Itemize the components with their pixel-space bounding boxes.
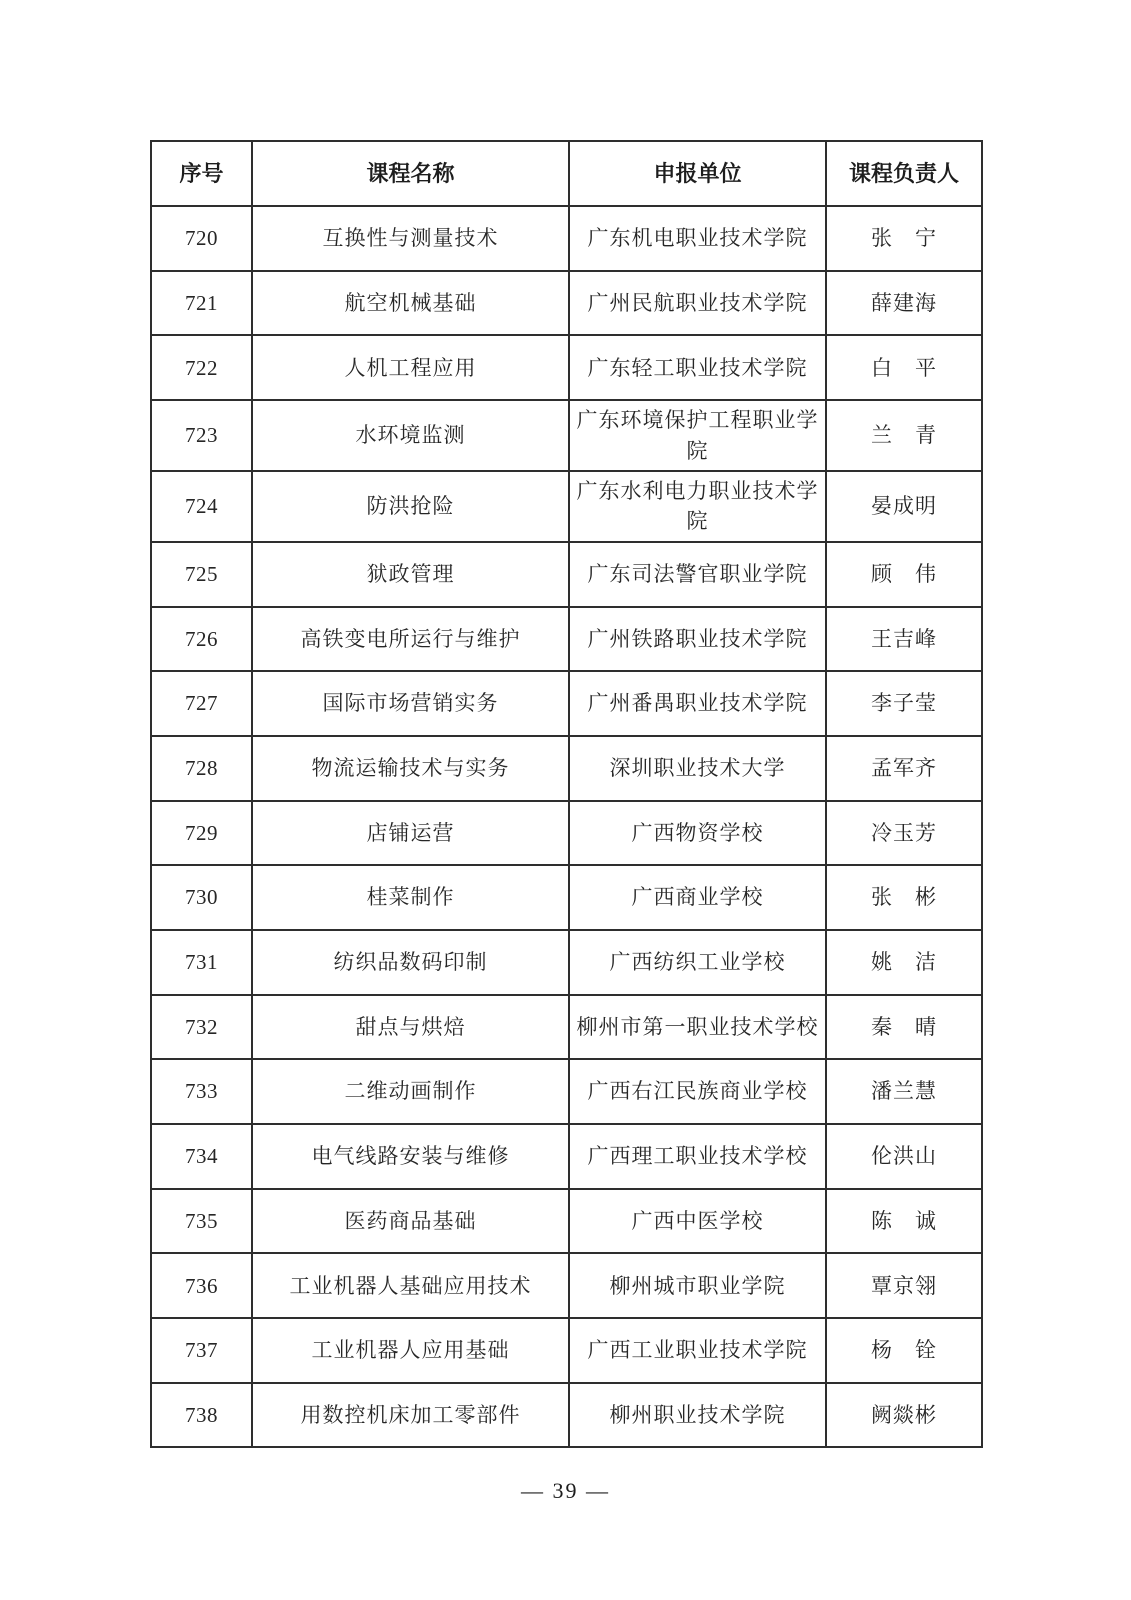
table-row xyxy=(151,930,982,995)
serial-number-cell: 724 xyxy=(151,471,252,542)
serial-number-cell: 738 xyxy=(151,1383,252,1448)
table-row xyxy=(151,1383,982,1448)
applicant-unit-cell: 广西工业职业技术学院 xyxy=(569,1318,826,1383)
table-row xyxy=(151,335,982,400)
table-row xyxy=(151,1189,982,1254)
course-name-cell: 物流运输技术与实务 xyxy=(252,736,569,801)
applicant-unit-cell: 广东水利电力职业技术学院 xyxy=(569,471,826,542)
serial-number-cell: 731 xyxy=(151,930,252,995)
applicant-unit-cell: 广东轻工职业技术学院 xyxy=(569,335,826,400)
course-name-cell: 国际市场营销实务 xyxy=(252,671,569,736)
course-leader-cell: 王吉峰 xyxy=(826,607,982,672)
course-name-cell: 水环境监测 xyxy=(252,400,569,471)
serial-number-cell: 735 xyxy=(151,1189,252,1254)
course-name-cell: 高铁变电所运行与维护 xyxy=(252,607,569,672)
course-leader-cell: 姚 洁 xyxy=(826,930,982,995)
course-leader-cell: 张 彬 xyxy=(826,865,982,930)
course-leader-cell: 杨 铨 xyxy=(826,1318,982,1383)
table-row xyxy=(151,1318,982,1383)
course-leader-cell: 孟军齐 xyxy=(826,736,982,801)
course-leader-cell: 顾 伟 xyxy=(826,542,982,607)
course-leader-cell: 冷玉芳 xyxy=(826,801,982,866)
course-name-cell: 电气线路安装与维修 xyxy=(252,1124,569,1189)
applicant-unit-cell: 柳州城市职业学院 xyxy=(569,1253,826,1318)
table-row xyxy=(151,542,982,607)
serial-number-cell: 729 xyxy=(151,801,252,866)
applicant-unit-cell: 广西中医学校 xyxy=(569,1189,826,1254)
table-row xyxy=(151,471,982,542)
table-body xyxy=(151,206,982,1447)
course-leader-cell: 伦洪山 xyxy=(826,1124,982,1189)
table-row xyxy=(151,607,982,672)
applicant-unit-cell: 广西右江民族商业学校 xyxy=(569,1059,826,1124)
serial-number-cell: 734 xyxy=(151,1124,252,1189)
course-leader-cell: 陈 诚 xyxy=(826,1189,982,1254)
page-number: — 39 — xyxy=(521,1478,610,1503)
table-row xyxy=(151,801,982,866)
course-leader-cell: 晏成明 xyxy=(826,471,982,542)
table-row xyxy=(151,1059,982,1124)
table-row xyxy=(151,206,982,271)
header-course-name: 课程名称 xyxy=(252,141,569,206)
course-name-cell: 用数控机床加工零部件 xyxy=(252,1383,569,1448)
serial-number-cell: 723 xyxy=(151,400,252,471)
course-leader-cell: 李子莹 xyxy=(826,671,982,736)
serial-number-cell: 722 xyxy=(151,335,252,400)
serial-number-cell: 727 xyxy=(151,671,252,736)
table-row xyxy=(151,1253,982,1318)
course-leader-cell: 阙燚彬 xyxy=(826,1383,982,1448)
table-row xyxy=(151,865,982,930)
course-name-cell: 甜点与烘焙 xyxy=(252,995,569,1060)
serial-number-cell: 730 xyxy=(151,865,252,930)
course-name-cell: 工业机器人基础应用技术 xyxy=(252,1253,569,1318)
course-name-cell: 二维动画制作 xyxy=(252,1059,569,1124)
serial-number-cell: 733 xyxy=(151,1059,252,1124)
course-name-cell: 狱政管理 xyxy=(252,542,569,607)
course-name-cell: 航空机械基础 xyxy=(252,271,569,336)
course-leader-cell: 张 宁 xyxy=(826,206,982,271)
applicant-unit-cell: 广西物资学校 xyxy=(569,801,826,866)
table-row xyxy=(151,995,982,1060)
applicant-unit-cell: 广州铁路职业技术学院 xyxy=(569,607,826,672)
header-course-leader: 课程负责人 xyxy=(826,141,982,206)
course-name-cell: 店铺运营 xyxy=(252,801,569,866)
course-leader-cell: 白 平 xyxy=(826,335,982,400)
course-leader-cell: 潘兰慧 xyxy=(826,1059,982,1124)
course-name-cell: 人机工程应用 xyxy=(252,335,569,400)
serial-number-cell: 726 xyxy=(151,607,252,672)
applicant-unit-cell: 广西理工职业技术学校 xyxy=(569,1124,826,1189)
course-name-cell: 互换性与测量技术 xyxy=(252,206,569,271)
serial-number-cell: 725 xyxy=(151,542,252,607)
course-name-cell: 工业机器人应用基础 xyxy=(252,1318,569,1383)
applicant-unit-cell: 广东机电职业技术学院 xyxy=(569,206,826,271)
serial-number-cell: 737 xyxy=(151,1318,252,1383)
header-serial-number: 序号 xyxy=(151,141,252,206)
serial-number-cell: 721 xyxy=(151,271,252,336)
applicant-unit-cell: 深圳职业技术大学 xyxy=(569,736,826,801)
applicant-unit-cell: 广东司法警官职业学院 xyxy=(569,542,826,607)
header-applicant-unit: 申报单位 xyxy=(569,141,826,206)
serial-number-cell: 720 xyxy=(151,206,252,271)
applicant-unit-cell: 广州番禺职业技术学院 xyxy=(569,671,826,736)
serial-number-cell: 736 xyxy=(151,1253,252,1318)
course-name-cell: 桂菜制作 xyxy=(252,865,569,930)
table-row xyxy=(151,271,982,336)
applicant-unit-cell: 柳州职业技术学院 xyxy=(569,1383,826,1448)
course-approval-table xyxy=(150,140,983,1448)
applicant-unit-cell: 广州民航职业技术学院 xyxy=(569,271,826,336)
table-row xyxy=(151,736,982,801)
table-header-row xyxy=(151,141,982,206)
course-leader-cell: 覃京翎 xyxy=(826,1253,982,1318)
table-row xyxy=(151,1124,982,1189)
applicant-unit-cell: 广西纺织工业学校 xyxy=(569,930,826,995)
serial-number-cell: 732 xyxy=(151,995,252,1060)
course-leader-cell: 兰 青 xyxy=(826,400,982,471)
applicant-unit-cell: 柳州市第一职业技术学校 xyxy=(569,995,826,1060)
serial-number-cell: 728 xyxy=(151,736,252,801)
table-row xyxy=(151,400,982,471)
applicant-unit-cell: 广东环境保护工程职业学院 xyxy=(569,400,826,471)
course-leader-cell: 薛建海 xyxy=(826,271,982,336)
course-leader-cell: 秦 晴 xyxy=(826,995,982,1060)
table-row xyxy=(151,671,982,736)
course-name-cell: 纺织品数码印制 xyxy=(252,930,569,995)
applicant-unit-cell: 广西商业学校 xyxy=(569,865,826,930)
course-name-cell: 医药商品基础 xyxy=(252,1189,569,1254)
course-name-cell: 防洪抢险 xyxy=(252,471,569,542)
